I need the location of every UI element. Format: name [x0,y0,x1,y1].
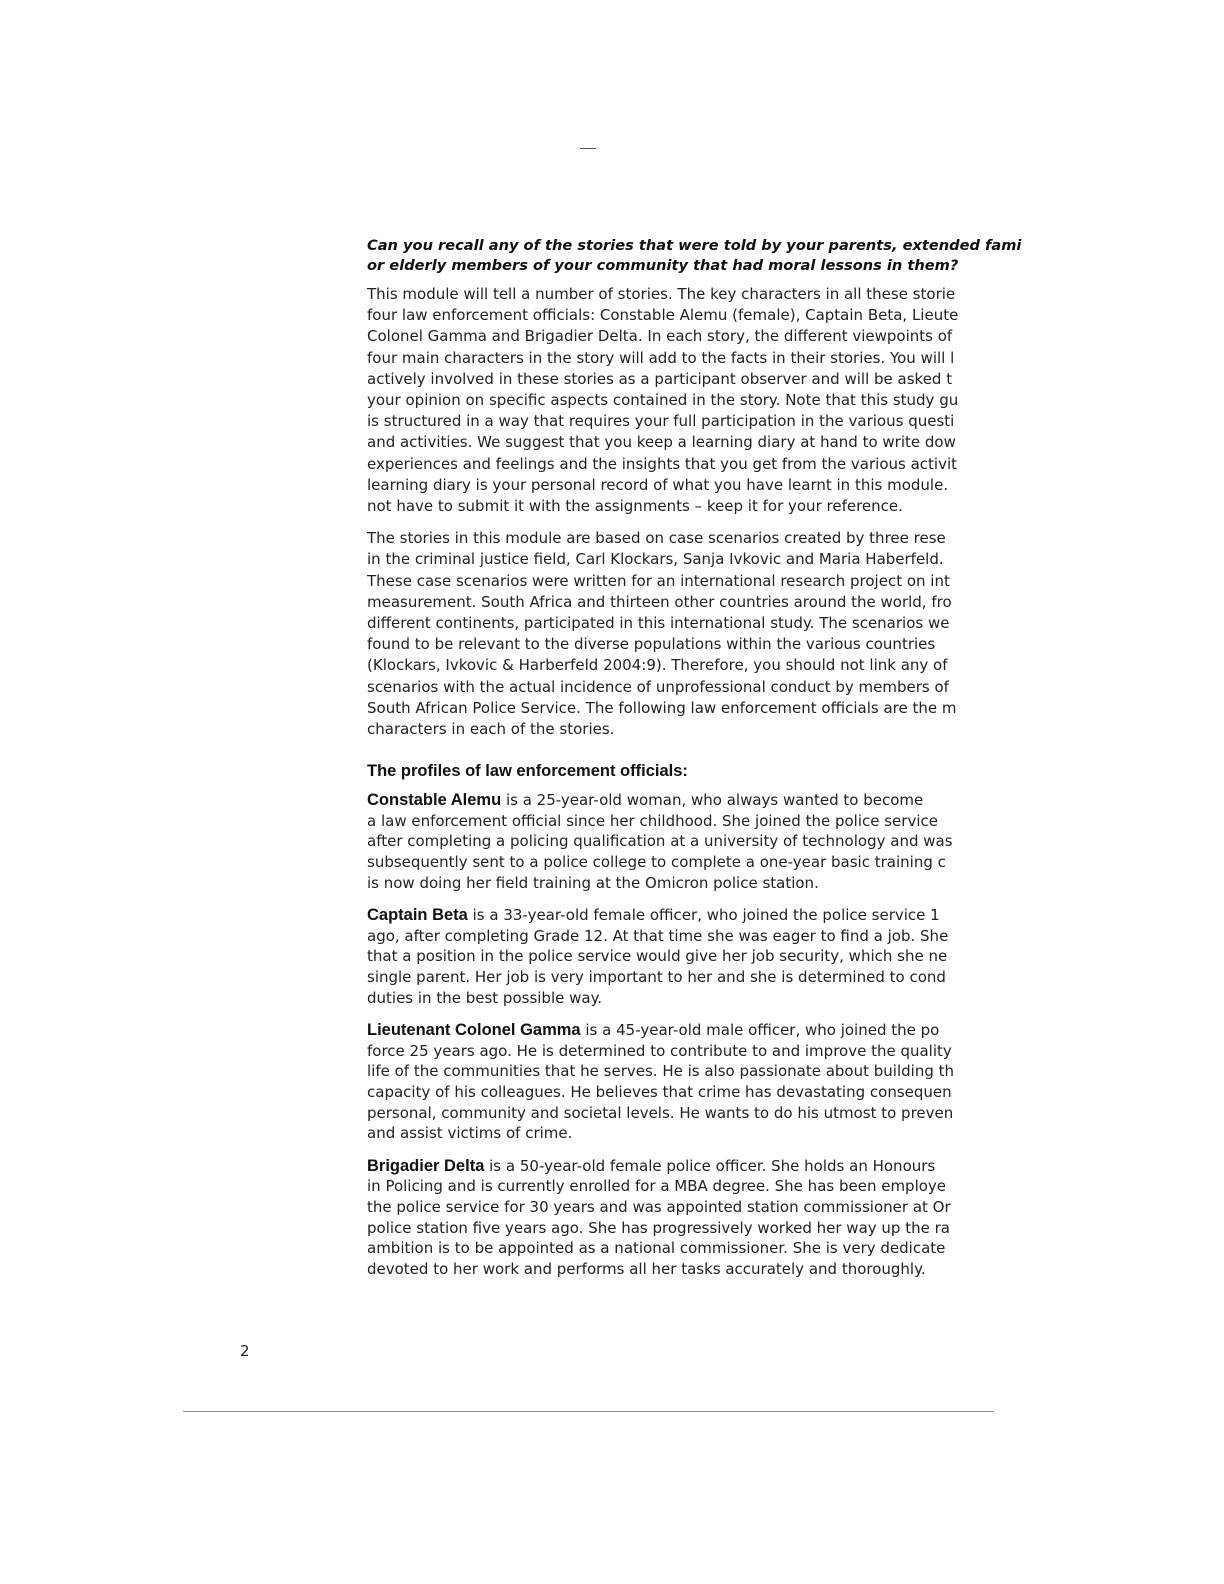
profile-first-line-text: is a 45-year-old male officer, who joined the po [580,1021,940,1040]
paragraph-line: actively involved in these stories as a participant observer and will be asked t [367,369,953,388]
profile-line: after completing a policing qualification at a university of technology and was [367,832,953,851]
profile-line: personal, community and societal levels. He wants to do his utmost to preven [367,1103,954,1122]
profile-name: Constable Alemu [367,791,502,810]
paragraph-line: This module will tell a number of stories. The key characters in all these storie [367,285,956,303]
profile-first-line-text: is a 33-year-old female officer, who joined the police service 1 [467,906,940,925]
intro-paragraph [367,284,1035,517]
profile-line: life of the communities that he serves. He is also passionate about building th [367,1062,955,1081]
profile-line: capacity of his colleagues. He believes that crime has devastating consequen [367,1082,952,1101]
profile-captain-beta [367,905,1035,1008]
profile-line: is now doing her field training at the Omicron police station. [367,873,819,892]
profile-line: duties in the best possible way. [367,988,603,1007]
profile-first-line [367,1156,1035,1177]
paragraph-line: (Klockars, Ivkovic & Harberfeld 2004:9). Therefore, you should not link any of [367,656,948,675]
paragraph-line: The stories in this module are based on case scenarios created by three rese [367,529,946,548]
footer-divider [183,1411,994,1412]
profile-line: that a position in the police service would give her job security, which she ne [367,947,948,966]
profile-first-line-text: is a 25-year-old woman, who always wanted to become [501,791,924,810]
profile-line: ago, after completing Grade 12. At that time she was eager to find a job. She [367,926,949,945]
paragraph-line: Colonel Gamma and Brigadier Delta. In each story, the different viewpoints of [367,327,953,346]
question-line: or elderly members of your community that had moral lessons in them? [367,257,959,274]
page-content [367,236,1035,1291]
paragraph-line: scenarios with the actual incidence of unprofessional conduct by members of [367,677,949,696]
paragraph-line: different continents, participated in this international study. The scenarios we [367,614,950,633]
profile-constable-alemu [367,790,1035,893]
profile-first-line-text: is a 50-year-old female police officer. She holds an Honours [484,1156,936,1175]
profile-line: devoted to her work and performs all her tasks accurately and thoroughly. [367,1259,926,1278]
header-dash [580,148,596,149]
profile-line: police station five years ago. She has progressively worked her way up the ra [367,1218,950,1237]
profile-first-line [367,790,1035,811]
profile-name: Captain Beta [367,906,468,925]
profile-line: subsequently sent to a police college to complete a one-year basic training c [367,853,946,872]
reflection-question [367,236,1035,276]
profile-name: Lieutenant Colonel Gamma [367,1021,581,1040]
profile-line: in Policing and is currently enrolled for a MBA degree. She has been employe [367,1177,947,1196]
profile-lieutenant-colonel-gamma [367,1020,1035,1144]
paragraph-line: South African Police Service. The following law enforcement officials are the m [367,698,957,717]
page-number: 2 [240,1342,250,1360]
paragraph-line: in the criminal justice field, Carl Klockars, Sanja Ivkovic and Maria Haberfeld. [367,550,944,569]
profile-line: and assist victims of crime. [367,1124,573,1143]
paragraph-line: experiences and feelings and the insights that you get from the various activit [367,454,958,473]
profile-brigadier-delta [367,1156,1035,1280]
profile-line: a law enforcement official since her childhood. She joined the police service [367,811,938,830]
paragraph-line: your opinion on specific aspects contained in the story. Note that this study gu [367,391,959,410]
profile-first-line [367,1020,1035,1041]
scenarios-paragraph [367,528,1035,740]
paragraph-line: measurement. South Africa and thirteen other countries around the world, fro [367,592,952,611]
profiles-heading: The profiles of law enforcement officials: [367,762,688,781]
paragraph-line: found to be relevant to the diverse populations within the various countries [367,635,936,654]
profile-line: the police service for 30 years and was appointed station commissioner at Or [367,1197,951,1216]
paragraph-line: four law enforcement officials: Constable Alemu (female), Captain Beta, Lieute [367,306,959,325]
paragraph-line: and activities. We suggest that you keep a learning diary at hand to write dow [367,433,956,452]
question-line: Can you recall any of the stories that were told by your parents, extended fami [367,237,1022,254]
profile-line: force 25 years ago. He is determined to contribute to and improve the quality [367,1041,952,1060]
profile-line: ambition is to be appointed as a national commissioner. She is very dedicate [367,1239,946,1258]
profile-name: Brigadier Delta [367,1156,485,1175]
profile-line: single parent. Her job is very important to her and she is determined to cond [367,968,946,987]
paragraph-line: These case scenarios were written for an international research project on int [367,571,950,590]
paragraph-line: is structured in a way that requires your full participation in the various questi [367,412,955,431]
paragraph-line: not have to submit it with the assignments – keep it for your reference. [367,497,903,516]
paragraph-line: characters in each of the stories. [367,720,615,739]
profile-first-line [367,905,1035,926]
paragraph-line: learning diary is your personal record of what you have learnt in this module. [367,475,949,494]
paragraph-line: four main characters in the story will add to the facts in their stories. You will l [367,348,955,367]
